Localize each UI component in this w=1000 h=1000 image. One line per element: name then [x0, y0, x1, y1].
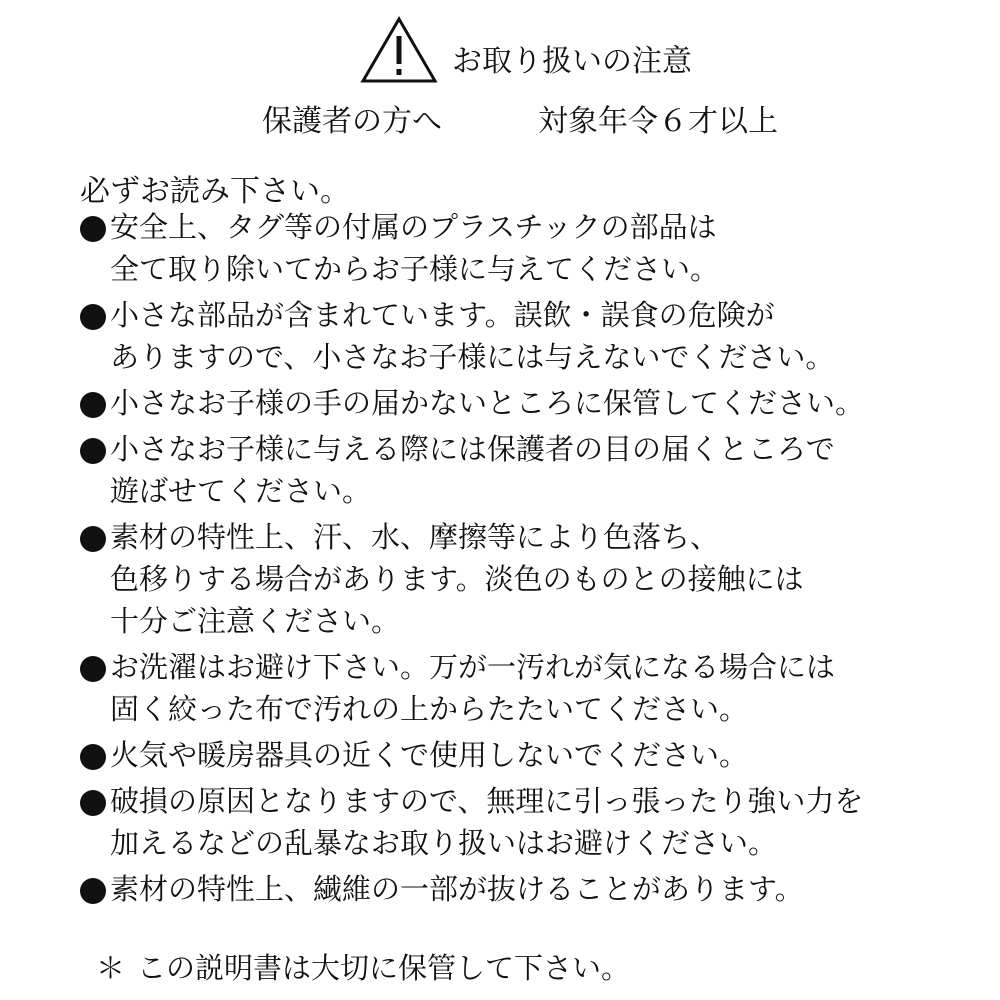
read-notice: 必ずお読み下さい。 [80, 174, 350, 209]
item-text [110, 516, 804, 642]
list-item [80, 206, 980, 290]
item-line: 小さなお子様の手の届かないところに保管してください。 [110, 386, 865, 420]
item-line: 素材の特性上、汗、水、摩擦等により色落ち、 [110, 520, 720, 554]
footnote-text: この説明書は大切に保管して下さい。 [137, 951, 631, 985]
item-line: 遊ばせてください。 [110, 474, 372, 508]
item-line: 十分ご注意ください。 [110, 604, 401, 638]
item-line: 小さな部品が含まれています。誤飲・誤食の危険が [110, 298, 775, 332]
item-text [110, 646, 835, 730]
target-age: 対象年令６才以上 [538, 104, 778, 139]
item-text [110, 206, 719, 290]
bullet-icon [80, 656, 106, 682]
item-line: 素材の特性上、繊維の一部が抜けることがあります。 [110, 872, 804, 906]
bullet-icon [80, 878, 106, 904]
subtitle-row [0, 96, 1000, 146]
bullet-icon [80, 526, 106, 552]
warning-triangle-icon [360, 16, 438, 84]
list-item [80, 734, 980, 776]
asterisk-mark: ＊ [96, 951, 126, 985]
item-text [110, 780, 863, 864]
list-item [80, 516, 980, 642]
item-text [110, 428, 835, 512]
item-line: 火気や暖房器具の近くで使用しないでください。 [110, 738, 749, 772]
item-line: 破損の原因となりますので、無理に引っ張ったり強い力を [110, 784, 864, 818]
list-item [80, 780, 980, 864]
item-line: 固く絞った布で汚れの上からたたいてください。 [110, 692, 749, 726]
list-item [80, 382, 980, 424]
item-text [110, 294, 834, 378]
title-row [0, 10, 1000, 80]
item-line: お洗濯はお避け下さい。万が一汚れが気になる場合には [110, 650, 836, 684]
item-line: ありますので、小さなお子様には与えないでください。 [110, 340, 835, 374]
bullet-icon [80, 744, 106, 770]
bullet-icon [80, 392, 106, 418]
item-line: 色移りする場合があります。淡色のものとの接触には [110, 562, 804, 596]
item-text [110, 868, 804, 910]
item-text [110, 734, 748, 776]
page-title: お取り扱いの注意 [452, 44, 692, 79]
item-line: 安全上、タグ等の付属のプラスチックの部品は [110, 210, 717, 244]
guardian-notice: 保護者の方へ [262, 104, 442, 139]
bullet-icon [80, 790, 106, 816]
list-item [80, 646, 980, 730]
caution-list [80, 206, 980, 914]
item-line: 小さなお子様に与える際には保護者の目の届くところで [110, 432, 835, 466]
footnote [96, 946, 630, 987]
bullet-icon [80, 216, 106, 242]
bullet-icon [80, 438, 106, 464]
bullet-icon [80, 304, 106, 330]
list-item [80, 428, 980, 512]
item-line: 加えるなどの乱暴なお取り扱いはお避けください。 [110, 826, 778, 860]
list-item [80, 294, 980, 378]
list-item [80, 868, 980, 910]
item-line: 全て取り除いてからお子様に与えてください。 [110, 252, 720, 286]
item-text [110, 382, 864, 424]
